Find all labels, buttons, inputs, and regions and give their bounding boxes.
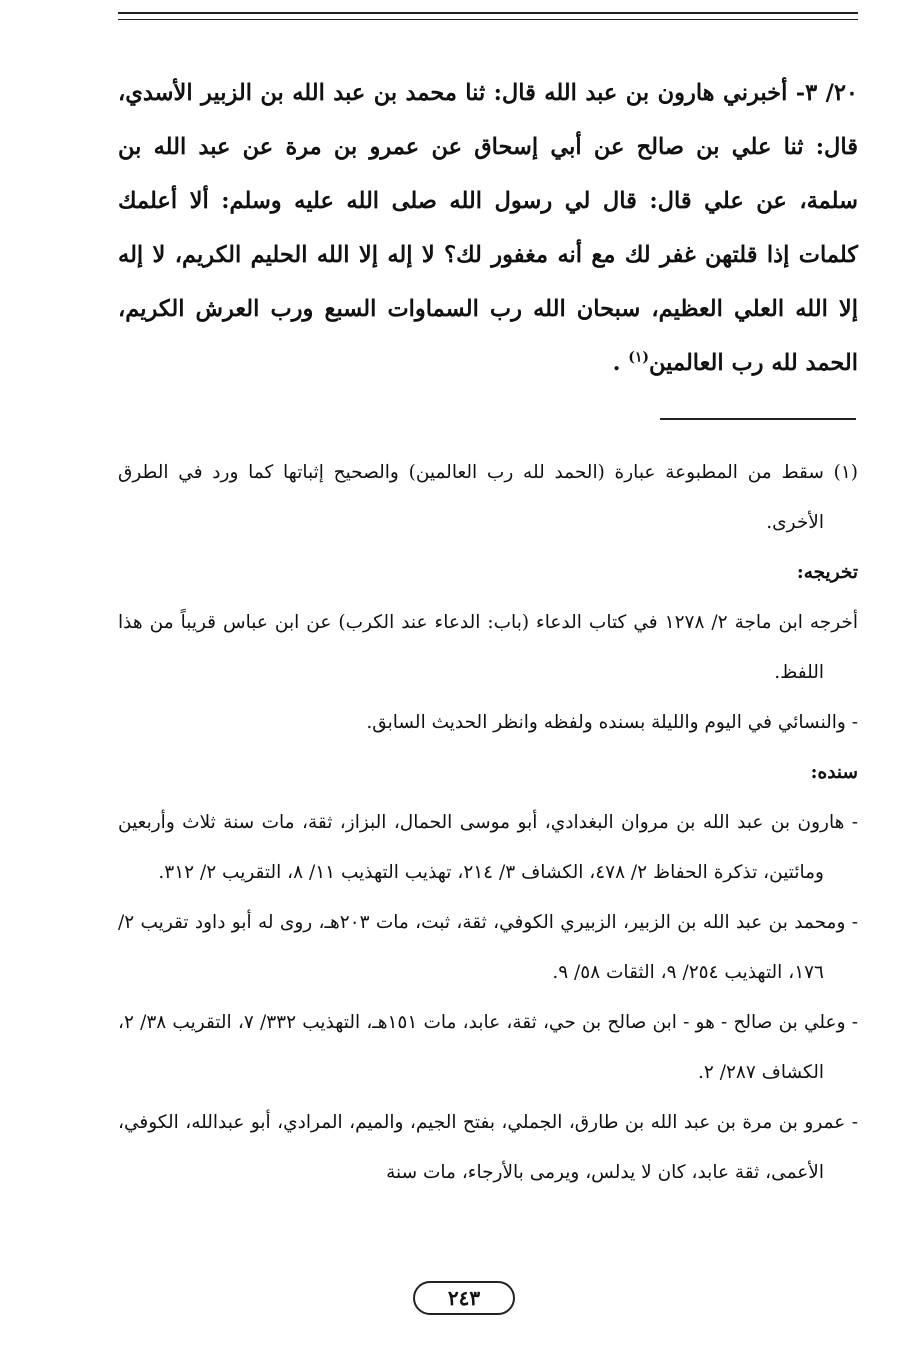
- takhrij-item: - والنسائي في اليوم والليلة بسنده ولفظه وانظر الحديث السابق.: [366, 712, 858, 733]
- takhrij-item: أخرجه ابن ماجة ٢/ ١٢٧٨ في كتاب الدعاء (باب: الدعاء عند الكرب) عن ابن عباس قريباً من هذا اللفظ.: [118, 612, 858, 683]
- sanad-heading: سنده:: [810, 762, 858, 783]
- header-rule-thick: [118, 12, 858, 14]
- hadith-text: [118, 66, 858, 390]
- footnote-separator: [660, 418, 856, 420]
- hadith-body: ٢٠/ ٣- أخبرني هارون بن عبد الله قال: ثنا محمد بن عبد الله بن الزبير الأسدي، قال: ثنا علي بن صالح عن أبي إسحاق عن عمرو بن مرة عن عبد الله بن سلمة، عن علي قال: قال لي رسول الله صلى الله عليه وسلم: ألا أعلمك كلمات إذا قلتهن غفر لك مع أنه مغفور لك؟ لا إله إلا الله الحليم الكريم، لا إله إلا الله العلي العظيم، سبحان الله رب السماوات السبع ورب العرش الكريم، الحمد لله رب العالمين: [118, 80, 858, 376]
- narrator-entry: - عمرو بن مرة بن عبد الله بن طارق، الجملي، بفتح الجيم، والميم، المرادي، أبو عبدالله، الكوفي، الأعمى، ثقة عابد، كان لا يدلس، ويرمى بالأرجاء، مات سنة: [118, 1112, 858, 1183]
- footnote-1: (١) سقط من المطبوعة عبارة (الحمد لله رب العالمين) والصحيح إثباتها كما ورد في الطرق الأخرى.: [118, 462, 858, 533]
- footnote-marker[interactable]: (١): [628, 349, 650, 366]
- page-number: ٢٤٣: [413, 1281, 515, 1315]
- takhrij-heading: تخريجه:: [796, 562, 858, 583]
- narrator-entry: - هارون بن عبد الله بن مروان البغدادي، أبو موسى الحمال، البزاز، ثقة، مات سنة ثلاث وأربعين ومائتين، تذكرة الحفاظ ٢/ ٤٧٨، الكشاف ٣/ ٢١٤، تهذيب التهذيب ١١/ ٨، التقريب ٢/ ٣١٢.: [118, 812, 858, 883]
- narrator-entry: - وعلي بن صالح - هو - ابن صالح بن حي، ثقة، عابد، مات ١٥١هـ، التهذيب ٣٣٢/ ٧، التقريب ٣٨/ ٢، الكشاف ٢٨٧/ ٢.: [118, 1012, 858, 1083]
- hadith-end-punctuation: .: [612, 350, 621, 376]
- notes-section: [118, 448, 858, 1198]
- header-rule-thin: [118, 19, 858, 20]
- narrator-entry: - ومحمد بن عبد الله بن الزبير، الزبيري الكوفي، ثقة، ثبت، مات ٢٠٣هـ، روى له أبو داود تقريب ٢/ ١٧٦، التهذيب ٢٥٤/ ٩، الثقات ٥٨/ ٩.: [118, 912, 858, 983]
